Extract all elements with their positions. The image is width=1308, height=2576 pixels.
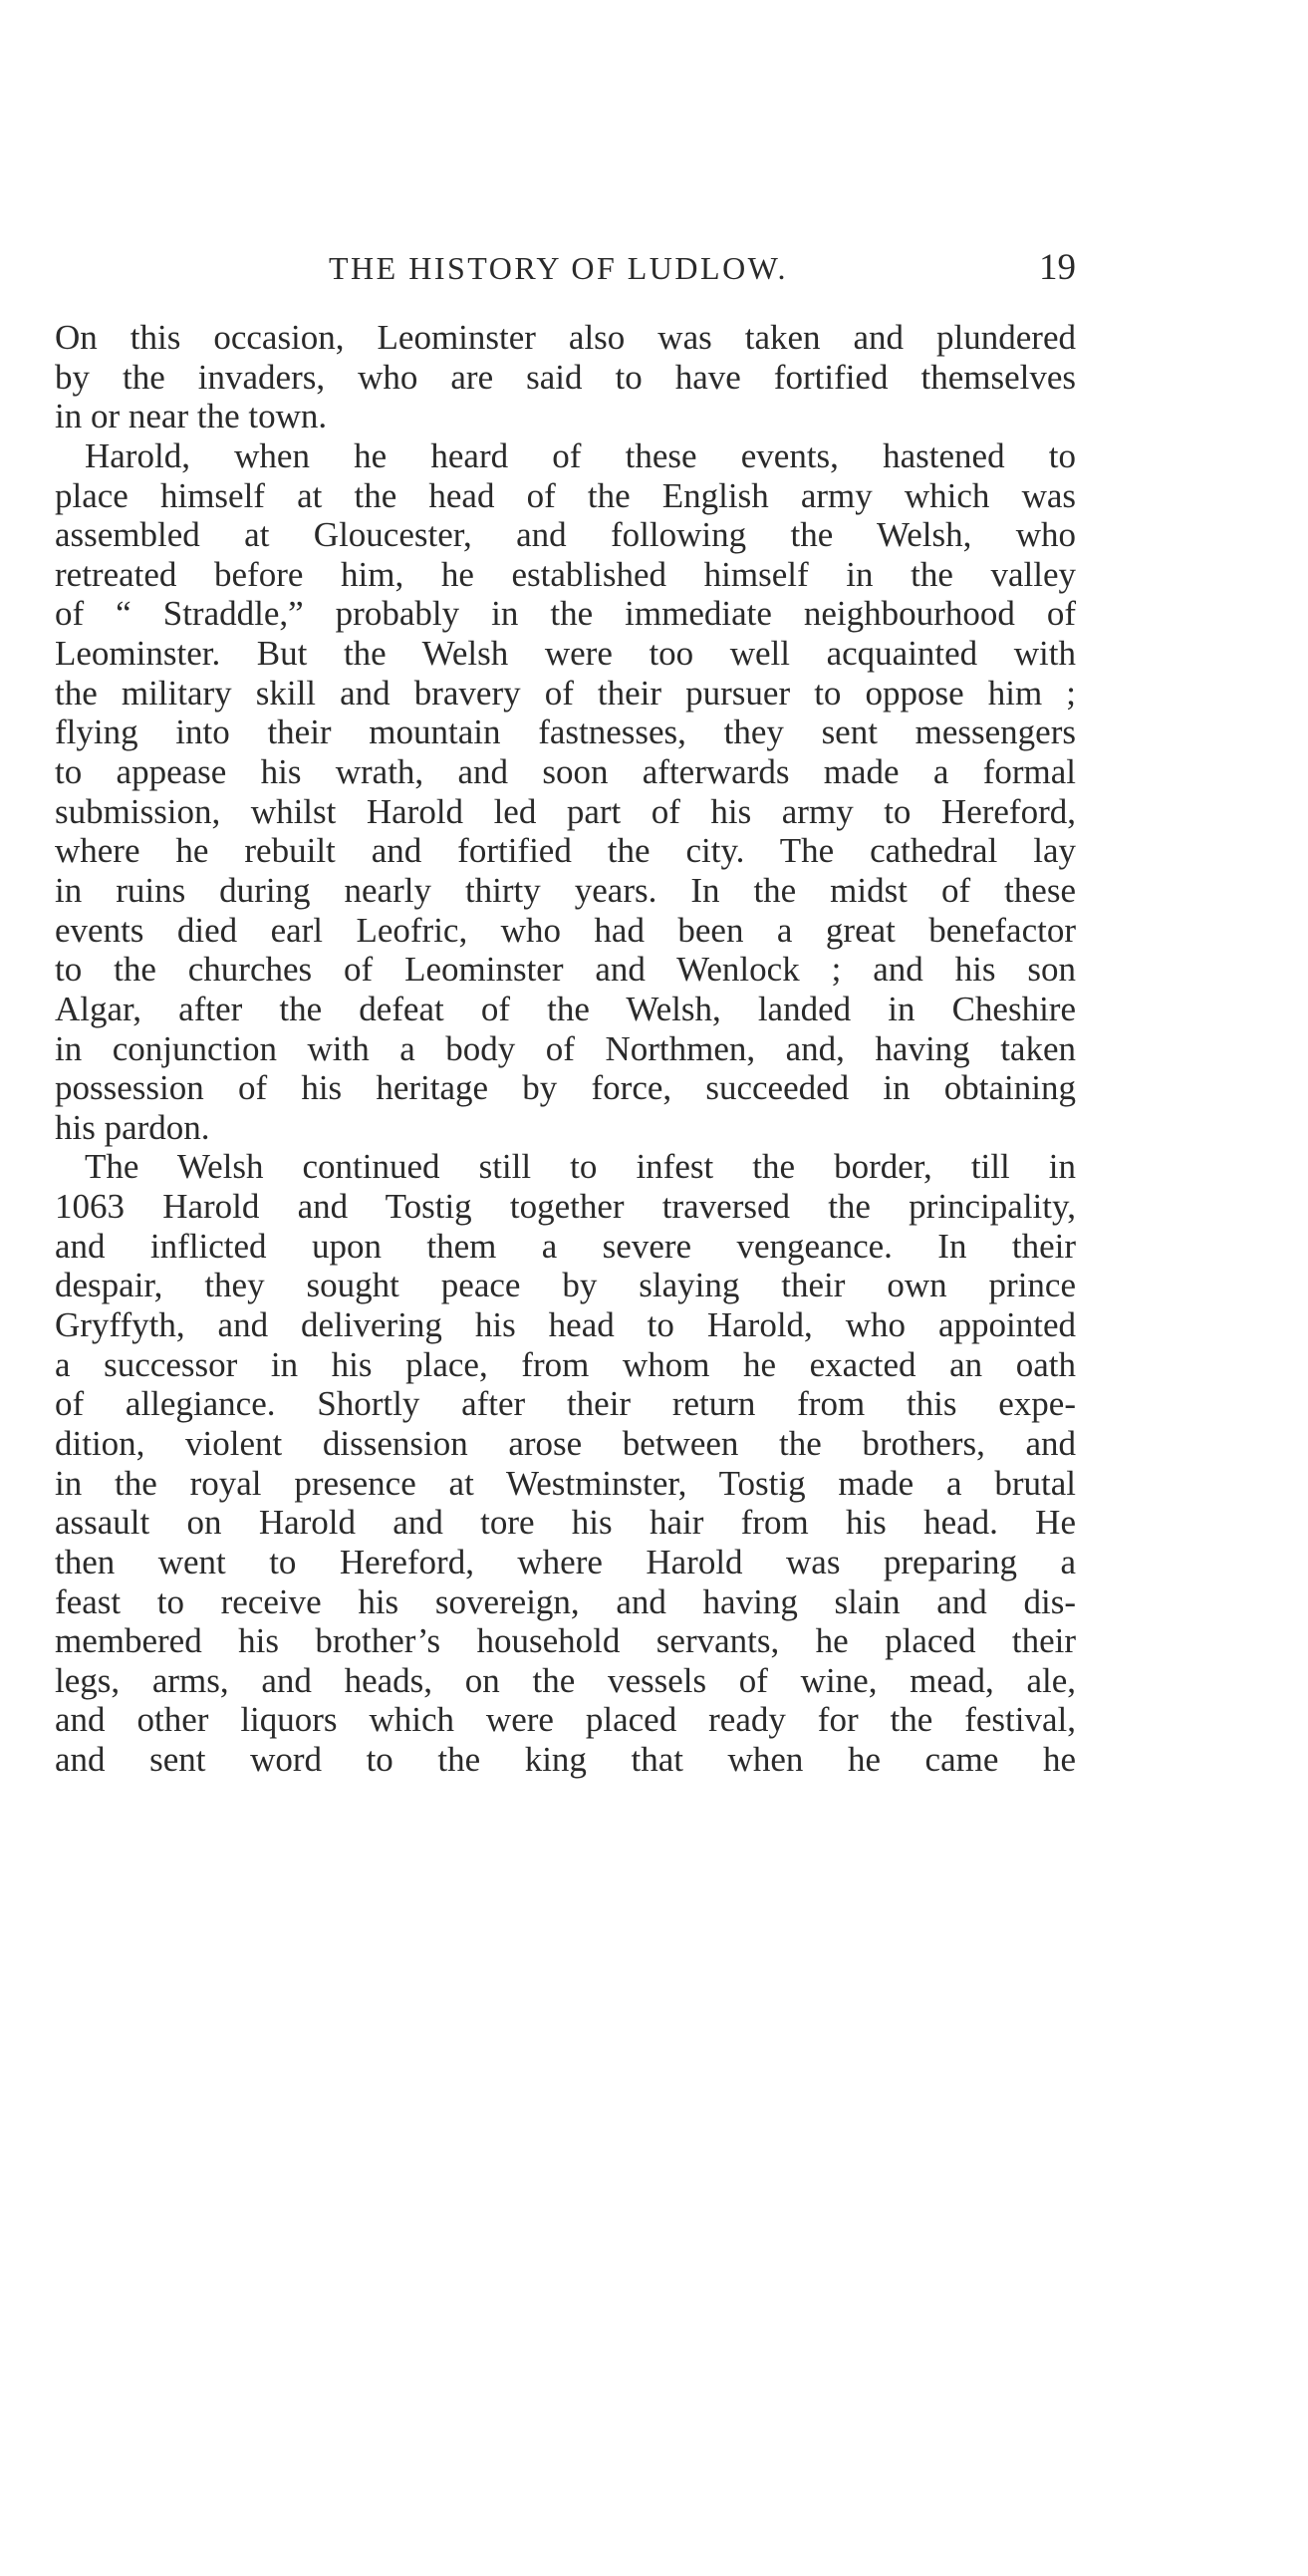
text-line: Leominster. But the Welsh were too well acquainted with [55,634,1076,674]
text-line: legs, arms, and heads, on the vessels of wine, mead, ale, [55,1660,1076,1700]
text-line: flying into their mountain fastnesses, they sent messengers [55,713,1076,752]
text-line: to the churches of Leominster and Wenlock ; and his son [55,950,1076,990]
text-line: and inflicted upon them a severe vengeance. In their [55,1226,1076,1266]
text-line: On this occasion, Leominster also was taken and plundered [55,318,1076,357]
text-line: Gryffyth, and delivering his head to Harold, who appointed [55,1305,1076,1345]
body-text [55,318,1076,1780]
text-line: of allegiance. Shortly after their return from this expe- [55,1384,1076,1424]
text-line: to appease his wrath, and soon afterwards made a formal [55,752,1076,792]
page-number: 19 [1039,247,1076,288]
text-line: despair, they sought peace by slaying their own prince [55,1266,1076,1305]
text-line: in conjunction with a body of Northmen, and, having taken [55,1028,1076,1068]
text-line: possession of his heritage by force, succeeded in obtaining [55,1068,1076,1108]
text-line: and other liquors which were placed ready for the festival, [55,1700,1076,1740]
text-line: submission, whilst Harold led part of his army to Hereford, [55,791,1076,831]
text-line: of “ Straddle,” probably in the immediate neighbourhood of [55,594,1076,634]
text-line: in ruins during nearly thirty years. In the midst of these [55,870,1076,910]
text-line: then went to Hereford, where Harold was preparing a [55,1542,1076,1581]
text-line: retreated before him, he established himself in the valley [55,554,1076,594]
text-line: Algar, after the defeat of the Welsh, landed in Cheshire [55,989,1076,1028]
text-line: 1063 Harold and Tostig together traversed the principality, [55,1187,1076,1227]
text-line: membered his brother’s household servants, he placed their [55,1621,1076,1661]
text-line: in or near the town. [55,397,328,436]
text-line: a successor in his place, from whom he exacted an oath [55,1344,1076,1384]
text-line: place himself at the head of the English army which was [55,475,1076,515]
text-line: assault on Harold and tore his hair from his head. He [55,1503,1076,1543]
running-head: THE HISTORY OF LUDLOW. [329,250,788,286]
text-line: The Welsh continued still to infest the border, till in [85,1147,1076,1187]
text-line: in the royal presence at Westminster, Tostig made a brutal [55,1463,1076,1503]
text-line: and sent word to the king that when he came he [55,1740,1076,1780]
text-line: Harold, when he heard of these events, hastened to [85,435,1076,475]
text-line: the military skill and bravery of their pursuer to oppose him ; [55,673,1076,713]
text-line: events died earl Leofric, who had been a great benefactor [55,910,1076,950]
text-line: by the invaders, who are said to have fortified themselves [55,357,1076,397]
text-line: where he rebuilt and fortified the city. The cathedral lay [55,831,1076,871]
text-line: assembled at Gloucester, and following the Welsh, who [55,515,1076,555]
text-line: feast to receive his sovereign, and having slain and dis- [55,1581,1076,1621]
page-header [55,243,1076,293]
text-line: his pardon. [55,1107,210,1147]
text-line: dition, violent dissension arose between the brothers, and [55,1423,1076,1463]
